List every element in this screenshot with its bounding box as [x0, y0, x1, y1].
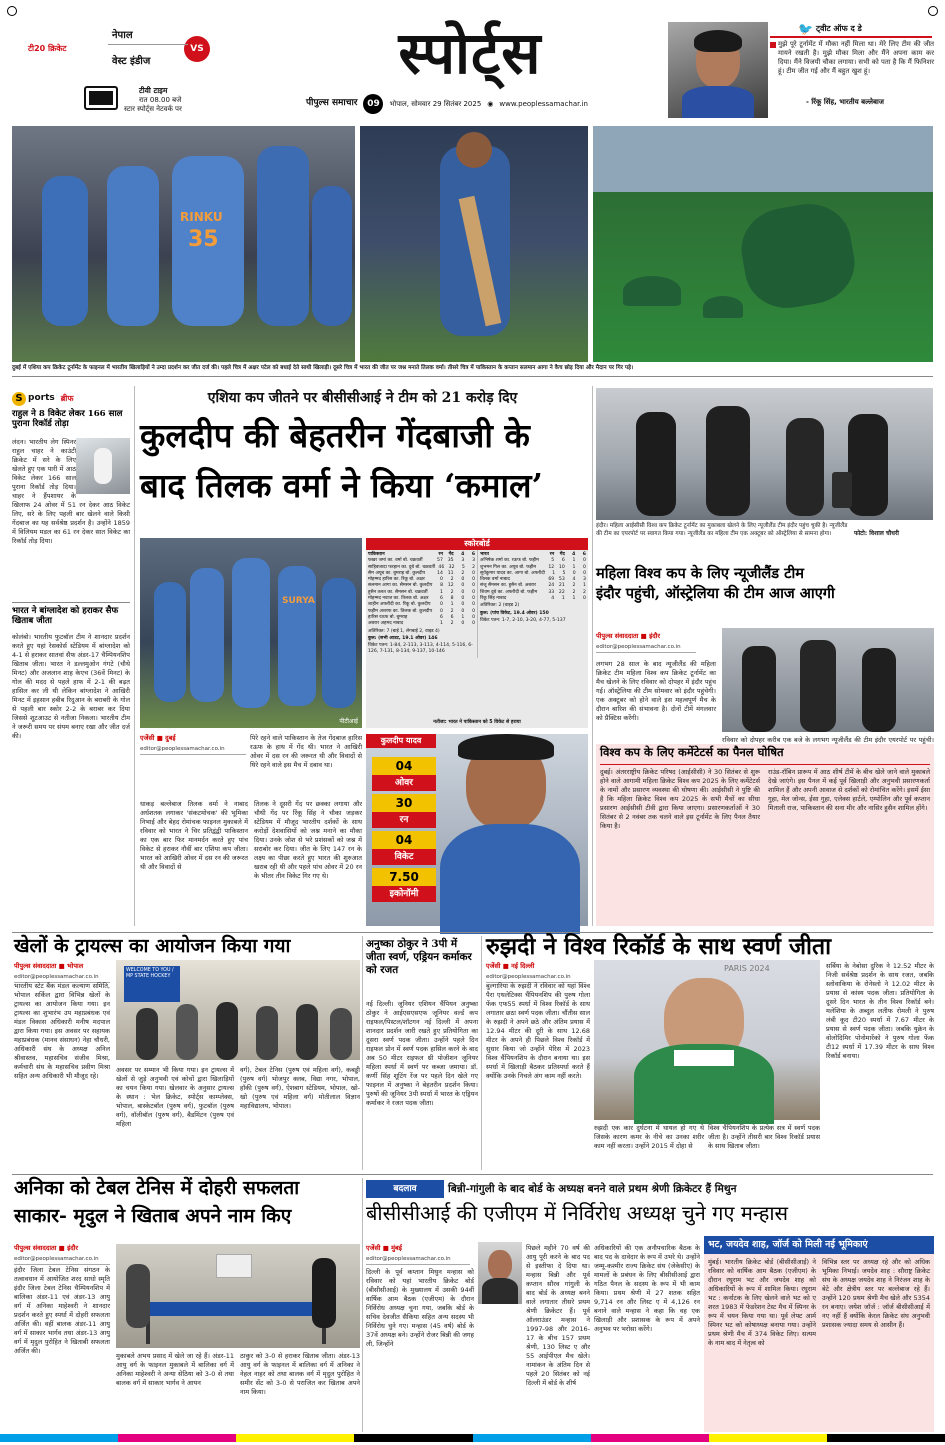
tweet-text: मुझे पूरे टूर्नामेंट में मौका नहीं मिला था। मेरे लिए टीम की जीत मायने रखती है। मुझे मौका मिला और मैंने अपना काम कर दिया। मैंने विजयी चौका लगाया। सभी को पता है कि मैं फिनिशर हूं। टीम जीत गई और मैं बहुत खुश हूं। — [778, 40, 934, 75]
divider — [12, 602, 130, 603]
twitter-icon: 🐦 — [798, 22, 813, 36]
trials-headline: खेलों के ट्रायल्स का आयोजन किया गया — [14, 935, 291, 957]
dateline: भोपाल, सोमवार 29 सितंबर 2025 — [389, 99, 482, 108]
stat-cell: 0 — [583, 558, 586, 564]
stat-cell: 12 — [548, 564, 555, 570]
paris-text: PARIS 2024 — [724, 964, 770, 973]
batter-name: मोहम्मद हारिस का. रिंकू बो. अक्षर — [368, 577, 425, 583]
manhas-col2a: पिछले महीने 70 वर्ष की आयु पूरी करने के बाद पद से इस्तीफा दे दिया था। मन्हास बिन्नी और पूर्व कप्तान सौरव गांगुली के बाद बोर्ड के अध्यक्ष बनने वाले लगातार तीसरे प्रथम श्रेणी क्रिकेटर हैं। पूर्व ऑलराउंडर मन्हास ने 1997-98 और 2016-17 के बीच 157 प्रथम श्रेणी, 130 लिस्ट ए और 55 आईपीएल मैच खेले। नामांकन के अंतिम दिन से पहले 20 सितंबर को नई दिल्ली में बोर्ड के शीर्ष — [526, 1244, 590, 1387]
batter-name: शाहीन अफरीदी का. रिंकू बो. कुलदीप — [368, 602, 431, 608]
stat-cell: 0 — [439, 577, 443, 583]
stat-cell: 11 — [447, 570, 454, 576]
lead-email: editor@peoplessamachar.co.in — [140, 746, 246, 755]
rinku-portrait — [668, 22, 768, 118]
hockey-banner: WELCOME TO YOU / MP STATE HOCKEY — [124, 966, 180, 1002]
stat-cell: 0 — [583, 570, 586, 576]
photo-credit: पीटीआई — [339, 717, 358, 725]
stat-cell: 0 — [472, 596, 476, 602]
stat-cell: 0 — [439, 602, 443, 608]
nz-email: editor@peoplessamachar.co.in — [596, 644, 696, 653]
stat-cell: 22 — [558, 589, 565, 595]
nz-headline-1: महिला विश्व कप के लिए न्यूजीलैंड टीम — [596, 565, 805, 582]
stat-cell: 1 — [561, 596, 565, 602]
paper-name: पीपुल्स समाचार — [306, 98, 358, 109]
stat-cell: 1 — [461, 614, 465, 620]
batter-name: अबरार अहमद नाबाद — [368, 621, 404, 627]
roles-col1: मुंबई। भारतीय क्रिकेट बोर्ड (बीसीसीआई) ने रविवार को वार्षिक आम बैठक (एजीएम) के दौरान रघुराम भट और जयदेव शाह को अधिकारियों के रूप में शामिल किया। रघुराम भट : कर्नाटक के लिए खेलने वाले भट को ए शरत 1983 में फेडरेशन टेस्ट मैच में स्पिनर के रूप में चयन किया गया था। पूर्व लेफ्ट आर्म स्पिनर भट को कोषाध्यक्ष बनाया गया। उन्होंने प्रथम श्रेणी मैच में 374 विकेट लिए। सत्यम के नाम बाद में नेतृत्व को — [708, 1258, 816, 1347]
trials-dateline: पीपुल्स संवाददाता ■ भोपाल — [14, 962, 84, 970]
stat-cell: 2 — [450, 589, 454, 595]
batter-name: फखर जमां का. वर्मा बो. चक्रवर्ती — [368, 558, 423, 564]
stat-cell: 6 — [450, 614, 454, 620]
rujhdi-email: editor@peoplessamachar.co.in — [486, 974, 586, 983]
brief-text-2: कोलंबो। भारतीय फुटबॉल टीम ने शानदार प्रदर्शन करते हुए यहां रेसकोर्स स्टेडियम में बांग्लादेश को 4-1 से हराकर सातवां सैफ अंडर-17 चैम्पियनशिप खिताब जीता। भारत ने डल्लमुओन गंगटे (चौथे मिनट) और अजलान शाह केएच (36वें मिनट) के गोल की मदद से पहले हाफ में 2-1 की बढ़त हासिल कर ली थी लेकिन बांग्लादेश ने आखिरी मिनट में इहसान हबीब रिदुआन के बराबरी के गोल से पहली बार स्कोर 2-2 के बराबर कर दिया जिससे शूटआउट से नतीजा निकला। भारतीय टीम ने जरूरी समय पर संयम बनाए रखा और जीत दर्ज की। — [12, 633, 130, 740]
tv-time: रात 08.00 बजे — [139, 96, 182, 104]
stat-cell: 1 — [439, 589, 443, 595]
stat-cell: 69 — [548, 577, 555, 583]
stat-cell: 8 — [450, 596, 454, 602]
fixture-box — [14, 30, 234, 120]
stat-cell: 2 — [572, 589, 576, 595]
manhas-tag: बदलाव — [366, 1180, 444, 1198]
page-number: 09 — [363, 94, 383, 114]
divider — [362, 936, 363, 1170]
stat-cell: 6 — [582, 552, 586, 557]
brief-headline-1: राहुल ने 8 विकेट लेकर 166 साल पुराना रिकॉर्ड तोड़ा — [12, 409, 123, 429]
stat-cell: 6 — [561, 558, 565, 564]
stat-label: विकेट — [372, 849, 436, 865]
india-extras: अतिरिक्त: 2 (वाइड 2) — [480, 603, 520, 609]
scoreboard — [366, 538, 588, 728]
stat-cell: 0 — [472, 589, 476, 595]
stat-cell: 33 — [548, 589, 555, 595]
scoreboard-title: स्कोरबोर्ड — [366, 538, 588, 550]
divider — [12, 376, 933, 377]
photo-team-celebration — [12, 126, 355, 362]
divider — [134, 386, 135, 926]
india-total: कुल: (पांच विकेट, 19.4 ओवर) 150 — [480, 610, 549, 616]
photo-table-tennis — [116, 1244, 360, 1348]
photo-pakistan-drop — [593, 126, 933, 362]
stat-cell: 4 — [461, 552, 465, 557]
masthead-strip — [306, 92, 588, 116]
batter-name: शुभमन गिल का. अयूब बो. फहीम — [480, 564, 537, 570]
stat-label: रन — [372, 812, 436, 828]
nz-caption: इंदौर। महिला आईसीसी विश्व कप क्रिकेट टूर्नामेंट का मुकाबला खेलने के लिए न्यूजीलैंड टीम इंदौर पहुंच चुकी है। न्यूजीलैंड की टीम का एयरपोर्ट पर स्वागत किया गया। न्यूजीलैंड का महिला टीम एक अक्टूबर को ऑस्ट्रेलिया से सामना होगा। — [596, 523, 848, 537]
stat-cell: रन — [438, 552, 443, 557]
stat-cell: 0 — [439, 608, 443, 614]
stat-cell: 10 — [558, 564, 565, 570]
stat-label: इकोनॉमी — [372, 886, 436, 902]
jersey-name: RINKU — [180, 210, 223, 224]
stat-cell: 0 — [461, 608, 465, 614]
scoreboard-india — [477, 550, 588, 658]
masthead-title: स्पोर्ट्स — [398, 19, 542, 87]
kuldeep-jersey — [440, 824, 580, 934]
jersey-number: 35 — [188, 227, 219, 252]
nz-photo-credit: फोटो: विशाल चौधरी — [854, 530, 899, 537]
stat-cell: 21 — [558, 583, 565, 589]
lead-headline-1: कुलदीप की बेहतरीन गेंदबाजी के — [140, 416, 530, 455]
divider — [481, 936, 482, 1170]
print-color-bar — [0, 1434, 945, 1442]
lead-kicker: एशिया कप जीतने पर बीसीसीआई ने टीम को 21 करोड़ दिए — [207, 390, 518, 406]
nz-dateline: पीपुल्स संवाददाता ■ इंदौर — [596, 632, 661, 640]
stat-cell: 4 — [551, 596, 555, 602]
rujhdi-caption: रुझदी एक कार दुर्घटना में घायल हो गए थे जिसके कारण कमर के नीचे का उनका शरीर काम नहीं करता। उन्होंने 2015 में दोहा से — [594, 1124, 704, 1150]
batter-name: रिंकू सिंह नाबाद — [480, 596, 507, 602]
brief-logo-text: ports — [28, 393, 55, 404]
batter-name: भारत — [480, 552, 489, 557]
anika-dateline: पीपुल्स संवाददाता ■ इंदौर — [14, 1244, 79, 1252]
commentators-box — [596, 744, 934, 926]
divider — [600, 764, 930, 765]
roles-col2: विभिन्न स्तर पर अध्यक्ष रहे और को अधिक भूमिका निभाई। जयदेव शाह : सौराष्ट्र क्रिकेट संघ के अध्यक्ष जयदेव शाह ने निरंजन शाह के बेटे और क्षेत्रीय स्तर पर बल्लेबाज रहे हैं। उन्होंने 120 प्रथम श्रेणी मैच खेले और 5354 रन बनाए। जयेश जॉर्ज : जॉर्ज बीसीसीआई में नए नहीं हैं क्योंकि केरल क्रिकेट संघ अनुभवी प्रशासक ज्यादा समय से आसीन हैं। — [822, 1258, 930, 1329]
anushka-headline: अनुष्का ठोकुर ने 3पी में जीता स्वर्ण, एड्रियन कर्माकर को रजत — [366, 938, 472, 976]
lead-col3: तिलक ने दूसरी गेंद पर छक्का लगाया और चौथी गेंद पर रिंकू सिंह ने चौका जड़कर स्टेडियम में मौजूद भारतीय दर्शकों के साथ करोड़ों देशवासियों को जश्न मनाने का मौका दिया। उनके जोश से भरे प्रशंसकों को जश्न में सराबोर कर दिया। जीत के लिए 147 रन के लक्ष्य का पीछा करते हुए भारत की शुरुआत खराब रही थी और पहले पांच ओवर में 20 रन के भीतर तीन विकेट गिर गए थे। — [254, 800, 362, 880]
india-row — [480, 596, 586, 602]
batter-name: अभिषेक शर्मा का. रऊफ बो. फहीम — [480, 558, 539, 564]
stat-cell: 0 — [472, 602, 476, 608]
roles-box — [704, 1236, 934, 1432]
commentators-col2: राउंड-रॉबिन प्रारूप में आठ शीर्ष टीमें के बीच खेले जाने वाले मुकाबले देखे जाएंगे। इस पैनल में कई पूर्व खिलाड़ी और अनुभवी प्रसारणकर्ता शामिल हैं और अपनी आवाज से दर्शकों को रोमांचित करेंगे। इसमें ईसा गुहा, मेल जोन्स, ईसा गुहा, एलेक्स हार्टले, एम्पोलिन और पूर्व कप्तान मिताली राज, पाकिस्तान की सना मीर और नासिर हुसैन शामिल होंगे। — [768, 768, 930, 812]
stat-cell: 24 — [548, 583, 555, 589]
tv-icon — [84, 86, 118, 110]
anika-headline-1: अनिका को टेबल टेनिस में दोहरी सफलता — [14, 1177, 300, 1199]
trials-col2: अवसर पर सम्मान भी किया गया। इन ट्रायल्स में खेलों से जुड़े अनुभवी एवं कोचों द्वारा खिलाड़ियों का चयन किया गया। खेलवार के अनुसार ट्रायल्स के स्थान : भेल क्रिकेट, स्पोर्ट्स काम्प्लेक्स, भोपाल, बास्केटबॉल (पुरुष वर्ग), फुटबॉल (पुरुष वर्ग), वॉलीबॉल (पुरुष वर्ग), बैडमिंटन (पुरुष एवं महिला — [116, 1066, 234, 1128]
rujhdi-dateline: एजेंसी ■ नई दिल्ली — [486, 962, 535, 970]
stat-cell: 12 — [447, 583, 454, 589]
lead-dateline: एजेंसी ■ दुबई — [140, 734, 176, 742]
photo-trials — [116, 960, 360, 1060]
rujhdi-col3: सर्बिया के नेबोसा दुरिक ने 12.52 मीटर के निजी सर्वश्रेष्ठ प्रदर्शन के साथ रजत, जबकि स्लोवाकिया के रोनेस्लो ने 12.02 मीटर के प्रयास से कांस्य पदक जीता। प्रतियोगिता के दूसरे दिन भारत के तीन विश्व रिकॉर्ड बने। मलेशिया के अब्दुल लतीफ रोमली ने पुरुष लंबी कूद टी20 स्पर्धा में 7.67 मीटर के प्रयास से स्वर्ण पदक जीता। जबकि युक्रेन के वोलोदिमिर पोनोमारेंको ने पुरुष गोला फेंक टी12 स्पर्धा में 17.39 मीटर के साथ विश्व रिकॉर्ड बनाया। — [826, 962, 934, 1060]
trials-email: editor@peoplessamachar.co.in — [14, 974, 110, 983]
anika-col1: इंदौर जिला टेबल टेनिस संगठन के तत्वावधान में आयोजित शरद साधो स्मृति इंदौर जिला टेबल टेनिस चैम्पियनशिप में बालिका अंडर-11 एवं अंडर-13 आयु वर्ग में अनिका माहेश्वरी ने शानदार प्रदर्शन करते हुए स्पर्धा में दोहरी सफलता अर्जित की। वहीं बालक अंडर-11 आयु वर्ग में साकार भार्गव तथा अंडर-13 आयु वर्ग में मृदुल पुरोहित ने खिताबी सफलता अर्जित की। — [14, 1266, 110, 1355]
batter-name: तिलक वर्मा नाबाद — [480, 577, 510, 583]
stat-cell: रन — [549, 552, 555, 557]
kuldeep-stats — [372, 754, 436, 902]
stat-cell: 0 — [461, 583, 465, 589]
anika-headline-2: साकार- मृदुल ने खिताब अपने नाम किए — [14, 1205, 292, 1227]
registration-mark — [928, 6, 938, 16]
stat-cell: 57 — [437, 558, 443, 564]
divider — [108, 44, 188, 45]
bullet — [770, 42, 776, 48]
stat-cell: 3 — [472, 558, 476, 564]
stat-cell: 6 — [471, 552, 476, 557]
stat-cell: 4 — [572, 577, 576, 583]
fixture-format: टी20 क्रिकेट — [28, 44, 67, 53]
photo-nz-arrival — [596, 388, 933, 520]
stat-cell: 0 — [461, 589, 465, 595]
stat-cell: गेंद — [448, 552, 454, 557]
brief-headline-2: भारत ने बांग्लादेश को हराकर सैफ खिताब जीता — [12, 606, 119, 626]
stat-cell: 2 — [583, 589, 586, 595]
stat-cell: 2 — [472, 564, 475, 570]
stat-cell: 2 — [572, 583, 576, 589]
stat-cell: 5 — [562, 570, 566, 576]
scoreboard-pakistan — [366, 550, 477, 658]
nz-col2: रविवार को दोपहर करीब एक बजे के लगभग न्यूजीलैंड की टीम इंदौर एयरपोर्ट पर पहुंची। — [722, 736, 934, 744]
batter-name: फहीम अशरफ का. तिलक बो. कुलदीप — [368, 608, 433, 614]
scoreboard-result: नतीजा: भारत ने पाकिस्तान को 5 विकेट से हराया — [433, 720, 521, 726]
lead-headline-2: बाद तिलक वर्मा ने किया ‘कमाल’ — [140, 466, 543, 505]
photo-nz-airport — [722, 628, 934, 732]
stat-cell: गेंद — [559, 552, 565, 557]
nz-headline-2: इंदौर पहुंची, ऑस्ट्रेलिया की टीम आज आएगी — [596, 585, 835, 602]
jersey-name: SURYA — [282, 596, 315, 606]
stat-cell: 0 — [572, 570, 576, 576]
manhas-email: editor@peoplessamachar.co.in — [366, 1256, 470, 1265]
brief-logo-tag: ब्रीफ — [60, 394, 74, 403]
batter-name: शिवम दुबे का. अफरीदी बो. फहीम — [480, 589, 538, 595]
photo-kuldeep-celebration — [140, 538, 362, 728]
divider — [362, 1178, 363, 1432]
lead-col2: धाकड़ बल्लेबाज तिलक वर्मा ने नाबाद अर्धशतक लगाकर 'संकटमोचक' की भूमिका निभाई और बेहद रोमांचक फाइनल मुकाबले में रविवार को भारत ने चिर प्रतिद्वंद्वी पाकिस्तान का एक बार फिर मानमर्दन करते हुए पांच विकेट से हराकर नौवीं बार एशिया कप जीता। भारत को आखिरी ओवर में दस रन की जरूरत थी और विवादों से — [140, 800, 248, 871]
stat-label: ओवर — [372, 775, 436, 791]
manhas-col1: दिल्ली के पूर्व कप्तान मिथुन मन्हास को रविवार को यहां भारतीय क्रिकेट बोर्ड (बीसीसीआई) के मुख्यालय में उसकी 94वीं वार्षिक आम बैठक (एजीएम) के दौरान निर्विरोध अध्यक्ष चुना गया, जबकि बोर्ड के सचिव देवजीत सैकिया सहित अन्य सदस्य भी निर्विरोध चुने गए। मन्हास (45 वर्ष) बोर्ड के 37वें अध्यक्ष बने। उन्होंने रोजर बिन्नी की जगह ली, जिन्होंने — [366, 1268, 474, 1348]
stat-cell: 0 — [461, 602, 465, 608]
roles-headline: भट, जयदेव शाह, जॉर्ज को मिली नई भूमिकाएं — [704, 1236, 934, 1254]
stat-cell: 0 — [461, 577, 465, 583]
pakistan-extras: अतिरिक्त: 7 (बाई 1, लेगबाई 2, वाइड 4) — [368, 628, 440, 634]
batter-name: हुसैन तलत का. सैमसन बो. चक्रवर्ती — [368, 589, 428, 595]
batter-name: संजू सैमसन का. हुसैन बो. अबरार — [480, 583, 536, 589]
photo-rujhdi — [594, 960, 820, 1120]
manhas-col3: अधिकारियों की एक अनौपचारिक बैठक के बाद पद के दावेदार के रूप में उभरे थे। उन्होंने जम्मू-कश्मीर राज्य क्रिकेट संघ (जेकेसीए) के मामलों के प्रबंधन के लिए बीसीसीआई द्वारा गठित पैनल के सदस्य के रूप में भी काम किया। प्रथम श्रेणी में 27 शतक सहित 9,714 रन और लिस्ट ए में 4,126 रन बनाने वाले मन्हास ने कहा कि वह एक खिलाड़ी और प्रशासक के रूप में अपने अनुभव पर भरोसा करेंगे। — [594, 1244, 700, 1333]
batter-name: साहिबजादा फरहान का. दुबे बो. चक्रवर्ती — [368, 564, 435, 570]
kuldeep-box — [366, 734, 588, 926]
manhas-dateline: एजेंसी ■ मुंबई — [366, 1244, 402, 1252]
manhas-headline: बीसीसीआई की एजीएम में निर्विरोध अध्यक्ष चुने गए मन्हास — [366, 1201, 789, 1225]
stat-cell: 1 — [583, 583, 586, 589]
stat-cell: 0 — [472, 614, 476, 620]
batter-name: हारिस रऊफ बो. बुमराह — [368, 614, 408, 620]
stat-cell: 3 — [461, 558, 465, 564]
stat-cell: 5 — [551, 558, 555, 564]
batter-name: सूर्यकुमार यादव का. आगा बो. अफरीदी — [480, 570, 545, 576]
manhas-kicker: बिन्नी-गांगुली के बाद बोर्ड के अध्यक्ष बनने वाले प्रथम श्रेणी क्रिकेटर हैं मिथुन — [448, 1183, 737, 1195]
stat-cell: 8 — [440, 583, 443, 589]
batter-name: पाकिस्तान — [368, 552, 385, 557]
tweet-rule — [770, 36, 932, 38]
pakistan-fall-of-wickets: विकेट पतन: 1-84, 2-113, 3-113, 4-114, 5-116, 6-126, 7-131, 8-134, 9-137, 10-146 — [368, 643, 473, 655]
manhas-photo — [478, 1242, 522, 1304]
stat-cell: 53 — [558, 577, 565, 583]
stat-cell: 0 — [472, 583, 476, 589]
stat-cell: 2 — [450, 577, 454, 583]
stat-value: 30 — [372, 794, 436, 812]
pakistan-total: कुल: (सभी आउट, 19.1 ओवर) 146 — [368, 635, 438, 641]
rujhdi-caption2: विश्व चैंपियनशिप के प्रत्येक सत्र में स्वर्ण पदक जीता है। उन्होंने तीसरी बार विश्व रिकॉर्ड प्रयास के साथ खिताब जीता। — [708, 1124, 820, 1150]
trials-col3: वर्ग), टेबल टेनिस (पुरुष एवं महिला वर्ग), कबड्डी (पुरुष वर्ग) भोजपुर क्लब, विद्या नगर, भोपाल, हॉकी (पुरुष वर्ग), ऐशबाग स्टेडियम, भोपाल, खो-खो (पुरुष एवं महिला वर्ग) मोतीलाल विज्ञान महाविद्यालय, भोपाल। — [240, 1066, 360, 1110]
registration-mark — [7, 6, 17, 16]
website-link[interactable]: www.peoplessamachar.in — [499, 99, 588, 108]
tv-channel: स्टार स्पोर्ट्स नेटवर्क पर — [124, 105, 182, 113]
anika-email: editor@peoplessamachar.co.in — [14, 1256, 110, 1265]
stat-cell: 2 — [450, 608, 454, 614]
stat-value: 04 — [372, 757, 436, 775]
stat-cell: 0 — [472, 621, 476, 627]
kuldeep-name: कुलदीप यादव — [366, 734, 436, 748]
stat-cell: 0 — [472, 608, 476, 614]
stat-cell: 32 — [448, 564, 455, 570]
kuldeep-hair — [458, 734, 554, 760]
stat-cell: 1 — [572, 558, 576, 564]
team2: वेस्ट इंडीज — [112, 56, 151, 67]
stat-value: 7.50 — [372, 868, 436, 886]
batter-name: सलमान आगा का. सैमसन बो. कुलदीप — [368, 583, 433, 589]
team1: नेपाल — [112, 30, 133, 41]
nz-col1: लगभग 28 साल के बाद न्यूजीलैंड की महिला क्रिकेट टीम महिला विश्व कप क्रिकेट टूर्नामेंट का मैच खेलने के लिए रविवार को दोपहर में इंदौर पहुंच गई। ऑस्ट्रेलिया की टीम सोमवार को इंदौर पहुंचेगी। एक अक्टूबर को होने वाले इस महत्वपूर्ण मैच के दौरान बारिश की संभावना है। दोनों टीमें मंगलवार को प्रैक्टिस करेंगी। — [596, 660, 716, 722]
stat-cell: 1 — [450, 602, 454, 608]
stat-cell: 3 — [583, 577, 586, 583]
anika-col3: ठाकुर को 3-0 से हराकर खिताब जीता। अंडर-13 आयु वर्ग के फाइनल में बालिका वर्ग में अनिका ने नेहल नाहर को तथा बालक वर्ग में मृदुल पुरोहित ने समीर सेंट को 3-0 से पराजित कर खिताब अपने नाम किया। — [240, 1352, 360, 1396]
tv-label: टीवी टाइम — [139, 86, 168, 95]
commentators-headline: विश्व कप के लिए कमेंटेटर्स का पैनल घोषित — [600, 745, 784, 759]
stat-cell: 46 — [438, 564, 445, 570]
lead-col1: पिरे रहने वाले पाकिस्तान के तेज गेंदबाज हारिस रऊफ के हाथ में गेंद थी। भारत ने आखिरी ओवर में दस रन की जरूरत थी और विवादों से घिरे रहने वाले इस मैच में दबाव था। — [250, 734, 362, 769]
sports-brief — [12, 392, 130, 930]
top-photos-caption: दुबई में एशिया कप क्रिकेट टूर्नामेंट के फाइनल में भारतीय खिलाड़ियों ने उम्दा प्रदर्शन कर जीत दर्ज की। पहले चित्र में अक्षर पटेल को बधाई देते साथी खिलाड़ी। दूसरे चित्र में भारत की जीत पर जश्न मनाते तिलक वर्मा। तीसरे चित्र में पाकिस्तान के कप्तान सलमान आगा ने कैच छोड़ दिया और मैदान पर गिर पड़े। — [12, 365, 634, 371]
stat-cell: 0 — [461, 621, 465, 627]
divider — [592, 386, 593, 926]
stat-value: 04 — [372, 831, 436, 849]
stat-cell: 0 — [583, 564, 586, 570]
batter-name: मोहम्मद नवाज का. तिलक बो. अक्षर — [368, 596, 429, 602]
brief-logo-s: S — [12, 392, 26, 406]
stat-cell: 2 — [450, 621, 454, 627]
stat-cell: 35 — [447, 558, 454, 564]
anushka-text: नई दिल्ली। जूनियर एशियन चैंपियन अनुष्का ठोकुर ने आईएसएसएफ जूनियर वर्ल्ड कप राइफल/पिस्टल/शॉटगन नई दिल्ली में अपना शानदार प्रदर्शन जारी रखते हुए प्रतियोगिता का दूसरा स्वर्ण पदक जीता। उन्होंने पहले दिन राइफल प्रोन में स्वर्ण पदक हासिल करने के बाद अब 50 मीटर राइफल थ्री पोजीशन जूनियर महिला स्पर्धा में स्वर्ण पर कब्जा जमाया। डॉ. कर्णी सिंह शूटिंग रेंज पर पहले दिन खेले गए फाइनल में अनुष्का ने बेहतरीन प्रदर्शन किया। पुरुषों की जूनियर 3पी स्पर्धा में भारत के एड्रियन कर्माकर ने रजत पदक जीता। — [366, 1000, 478, 1107]
stat-cell: 0 — [461, 596, 465, 602]
vs-badge: VS — [184, 36, 210, 62]
globe-icon: ◉ — [487, 99, 494, 108]
stat-cell: 4 — [572, 552, 576, 557]
anika-col2: मुकाबले अभय प्रसाद में खेले जा रहे हैं। अंडर-11 आयु वर्ग के फाइनल मुकाबले में बालिका वर्ग में अनिका माहेश्वरी ने अन्या सेठिया को 3-0 से तथा बालक वर्ग में साकार भार्गव ने आयन — [116, 1352, 234, 1387]
manhas-col2b — [478, 1308, 590, 1432]
stat-cell: 6 — [439, 596, 443, 602]
chahar-photo — [76, 438, 130, 494]
rujhdi-headline: रुझदी ने विश्व रिकॉर्ड के साथ स्वर्ण जीता — [486, 933, 832, 960]
stat-cell: 0 — [472, 577, 476, 583]
tweet-author: - रिंकू सिंह, भारतीय बल्लेबाज — [806, 98, 884, 106]
stat-cell: 5 — [461, 564, 465, 570]
photo-tilak-celebration — [360, 126, 588, 362]
stat-cell: 14 — [437, 570, 443, 576]
commentators-col1: दुबई। अंतरराष्ट्रीय क्रिकेट परिषद (आईसीसी) ने 30 सितंबर से शुरू होने वाले आगामी महिला क्रिकेट विश्व कप 2025 के लिए कमेंटेटर्स के नामों और प्रसारण व्यवस्था की घोषणा की। आईसीसी ने पुष्टि की है कि महिला क्रिकेट विश्व कप 2025 के सभी मैचों का सीधा प्रसारण आईसीसी टीवी द्वारा किया जाएगा। प्रसारणकर्ताओं ने 30 सितंबर से 2 नवंबर तक चलने वाले इस टूर्नामेंट के लिए पैनल तैयार किया है। — [600, 768, 760, 830]
stat-cell: 0 — [472, 570, 476, 576]
divider — [12, 1174, 933, 1175]
pakistan-row — [368, 621, 475, 627]
stat-cell: 2 — [461, 570, 465, 576]
stat-cell: 1 — [439, 621, 443, 627]
stat-cell: 0 — [583, 596, 586, 602]
stat-cell: 1 — [572, 596, 576, 602]
rujhdi-col1: बुल्गारिया के रुझदी ने रविवार को यहां विश्व पैरा एथलेटिक्स चैंपियनशिप की पुरुष गोला फेंक एफ55 स्पर्धा में विश्व रिकॉर्ड के साथ लगातार छठा स्वर्ण पदक जीता। चौंतीस साल के रुझदी ने अपने छठे और अंतिम प्रयास में 12.94 मीटर की दूरी के साथ 12.68 मीटर के अपने ही पिछले विश्व रिकॉर्ड में सुधार किया जो उन्होंने पेरिस में 2023 विश्व चैंपियनशिप के दौरान बनाया था। इस स्पर्धा में खिलाड़ी बैठकर प्रतिस्पर्धा करते हैं क्योंकि उनके निचले अंग काम नहीं करते। — [486, 982, 590, 1080]
stat-cell: 6 — [439, 614, 443, 620]
brief-text-1: लंदन। भारतीय लेग स्पिनर राहुल चाहर ने काउंटी क्रिकेट में सरे के लिए खेलते हुए एक पारी में आठ विकेट लेकर 166 साल पुराना रिकॉर्ड तोड़ दिया। चाहर ने हैंपशायर के खिलाफ 24 ओवर में 51 रन देकर आठ विकेट लिए, सरे के लिए पहली बार खेलने वाले किसी गेंदबाज का यह सर्वश्रेष्ठ प्रदर्शन है। उन्होंने 1859 में विलियम मडल का 61 रन देकर सात विकेट का रिकॉर्ड तोड़ दिया। — [12, 438, 130, 545]
stat-cell: 1 — [552, 570, 556, 576]
tweet-label: ट्वीट ऑफ द डे — [816, 24, 862, 33]
batter-name: सैम अयूब का. बुमराह बो. कुलदीप — [368, 570, 426, 576]
trials-col1: भारतीय स्टेट बैंक मंडल कल्याण समिति, भोपाल सर्किल द्वारा विभिन्न खेलों के ट्रायल्स का आयोजन किया गया। इन ट्रायल्स का शुभारंभ उप महाप्रबंधक एवं मंडल विकास अधिकारी मनीष मदपाल द्वारा किया गया। इस अवसर पर सहायक महाप्रबंधक (मानव संसाधन) नेहा चौधरी, अधिकारी संघ के अध्यक्ष अनिल श्रीवास्तव, महासचिव संजीव मिश्रा, कर्मचारी संघ के महासचिव प्रवीण मिश्रा सहित अन्य अधिकारी भी मौजूद रहे। — [14, 982, 110, 1080]
india-fall-of-wickets: विकेट पतन: 1-7, 2-10, 3-20, 4-77, 5-137 — [480, 617, 566, 623]
stat-cell: 1 — [572, 564, 576, 570]
